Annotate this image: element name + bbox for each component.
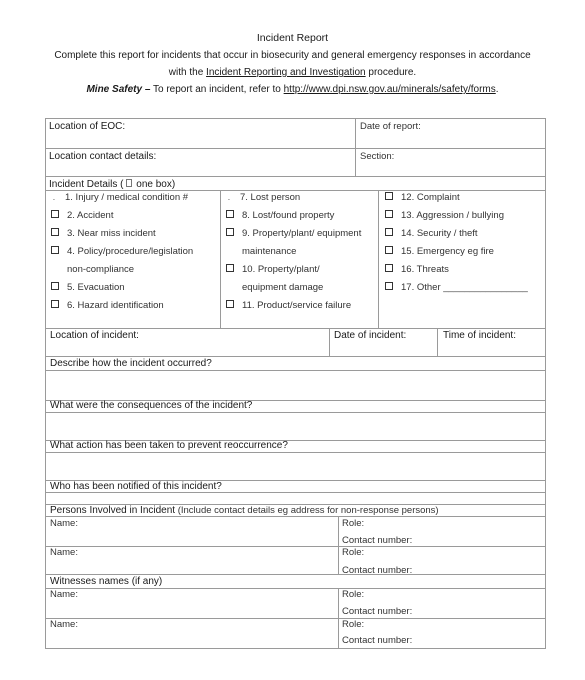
notified-label: Who has been notified of this incident? <box>50 481 222 492</box>
checkbox-icon <box>126 179 132 187</box>
incident-type-label: 12. Complaint <box>401 192 460 203</box>
rule <box>45 148 546 149</box>
action-label: What action has been taken to prevent reoccurrence? <box>50 440 288 451</box>
incident-type-15[interactable] <box>385 245 494 258</box>
incident-type-label: 4. Policy/procedure/legislation <box>67 246 194 257</box>
incident-type-2[interactable] <box>51 209 113 222</box>
incident-type-16[interactable] <box>385 263 449 276</box>
person-2-contact-label: Contact number: <box>342 565 413 576</box>
mine-safety-line <box>0 82 585 97</box>
procedure-link[interactable]: Incident Reporting and Investigation <box>206 67 366 78</box>
incident-type-label: 13. Aggression / bullying <box>401 210 504 221</box>
incident-type-12[interactable] <box>385 191 460 204</box>
incident-type-label: 3. Near miss incident <box>67 228 156 239</box>
incident-type-10[interactable] <box>226 263 320 276</box>
mine-safety-end: . <box>495 84 499 95</box>
rule <box>338 516 339 574</box>
date-of-report-label: Date of report: <box>360 121 421 132</box>
person-1-name-label: Name: <box>50 518 78 529</box>
incident-type-label: 11. Product/service failure <box>242 300 352 311</box>
report-title: Incident Report <box>256 32 329 44</box>
incident-type-label: 10. Property/plant/ <box>242 264 320 275</box>
incident-type-label: 9. Property/plant/ equipment <box>242 228 362 239</box>
checkbox-icon <box>51 282 59 290</box>
person-1-role-label: Role: <box>342 518 365 529</box>
location-eoc-label: Location of EOC: <box>49 121 126 132</box>
incident-type-4-cont: non-compliance <box>67 264 135 275</box>
time-incident-label: Time of incident: <box>443 330 516 341</box>
describe-label: Describe how the incident occurred? <box>50 358 212 369</box>
checkbox-icon <box>51 246 59 254</box>
location-incident-label: Location of incident: <box>50 330 139 341</box>
incident-details-label <box>49 178 175 191</box>
witness-1-role-label: Role: <box>342 589 365 600</box>
rule <box>45 648 546 649</box>
checkbox-icon <box>51 210 59 218</box>
witnesses-heading: Witnesses names (if any) <box>50 576 163 587</box>
rule <box>45 118 546 119</box>
rule <box>329 328 330 356</box>
checkbox-icon <box>385 246 393 254</box>
checkbox-icon <box>226 300 234 308</box>
checkbox-icon <box>51 228 59 236</box>
incident-details-text: Incident Details ( <box>49 179 124 190</box>
rule <box>45 412 546 413</box>
witness-1-name-label: Name: <box>50 589 78 600</box>
checkbox-icon <box>385 264 393 272</box>
checkbox-icon <box>51 300 59 308</box>
persons-involved-bold: Persons Involved in Incident <box>50 505 176 516</box>
incident-type-5[interactable] <box>51 281 125 294</box>
checkbox-icon <box>385 282 393 290</box>
section-label: Section: <box>360 151 395 162</box>
incident-details-suffix: one box) <box>133 179 176 190</box>
incident-type-label: 15. Emergency eg fire <box>401 246 494 257</box>
checkbox-icon <box>226 210 234 218</box>
consequences-label: What were the consequences of the incident? <box>50 400 253 411</box>
intro-line-2 <box>0 65 585 80</box>
person-2-role-label: Role: <box>342 547 365 558</box>
incident-type-14[interactable] <box>385 227 478 240</box>
incident-type-label: 1. Injury / medical condition # <box>65 192 189 203</box>
incident-type-4[interactable] <box>51 245 193 258</box>
rule <box>437 328 438 356</box>
witness-2-role-label: Role: <box>342 619 365 630</box>
rule <box>45 118 46 648</box>
incident-type-label: 14. Security / theft <box>401 228 478 239</box>
checkbox-icon <box>226 264 234 272</box>
intro-prefix: with the <box>168 67 207 78</box>
location-contact-label: Location contact details: <box>49 151 157 162</box>
incident-type-17[interactable] <box>385 281 528 294</box>
incident-type-9-cont: maintenance <box>242 246 297 257</box>
rule <box>45 370 546 371</box>
incident-type-label: 6. Hazard identification <box>67 300 164 311</box>
dpi-forms-link[interactable]: http://www.dpi.nsw.gov.au/minerals/safety/forms <box>283 84 496 95</box>
incident-type-label: 8. Lost/found property <box>242 210 335 221</box>
checkbox-icon <box>385 210 393 218</box>
rule <box>545 118 546 648</box>
rule <box>45 452 546 453</box>
person-2-name-label: Name: <box>50 547 78 558</box>
bullet-icon: . <box>52 192 56 203</box>
incident-type-1[interactable] <box>51 191 188 204</box>
incident-type-label: 5. Evacuation <box>67 282 125 293</box>
checkbox-icon <box>226 228 234 236</box>
incident-type-11[interactable] <box>226 299 351 312</box>
witness-2-name-label: Name: <box>50 619 78 630</box>
incident-type-10-cont: equipment damage <box>242 282 324 293</box>
incident-type-6[interactable] <box>51 299 164 312</box>
intro-line-1: Complete this report for incidents that occur in biosecurity and general emergency responses in accordance <box>54 50 531 61</box>
rule <box>45 176 546 177</box>
incident-type-7[interactable] <box>226 191 300 204</box>
witness-2-contact-label: Contact number: <box>342 635 413 646</box>
rule <box>45 546 546 547</box>
rule <box>355 118 356 176</box>
incident-type-3[interactable] <box>51 227 156 240</box>
persons-involved-heading <box>50 504 439 517</box>
incident-form <box>45 118 546 648</box>
incident-type-label: 17. Other ________________ <box>401 282 528 293</box>
persons-involved-note: (Include contact details eg address for non-response persons) <box>175 505 439 516</box>
intro-suffix: procedure. <box>365 67 417 78</box>
bullet-icon: . <box>227 192 231 203</box>
incident-type-label: 16. Threats <box>401 264 449 275</box>
rule <box>220 190 221 328</box>
checkbox-icon <box>385 192 393 200</box>
mine-safety-text: To report an incident, refer to <box>150 84 284 95</box>
mine-safety-label: Mine Safety – <box>86 84 151 95</box>
person-1-contact-label: Contact number: <box>342 535 413 546</box>
incident-type-label: 7. Lost person <box>240 192 301 203</box>
incident-type-13[interactable] <box>385 209 504 222</box>
checkbox-icon <box>385 228 393 236</box>
rule <box>338 588 339 648</box>
incident-type-label: 2. Accident <box>67 210 114 221</box>
rule <box>45 588 546 589</box>
rule <box>378 190 379 328</box>
incident-type-8[interactable] <box>226 209 334 222</box>
witness-1-contact-label: Contact number: <box>342 606 413 617</box>
rule <box>45 618 546 619</box>
incident-type-9[interactable] <box>226 227 361 240</box>
date-incident-label: Date of incident: <box>334 330 407 341</box>
